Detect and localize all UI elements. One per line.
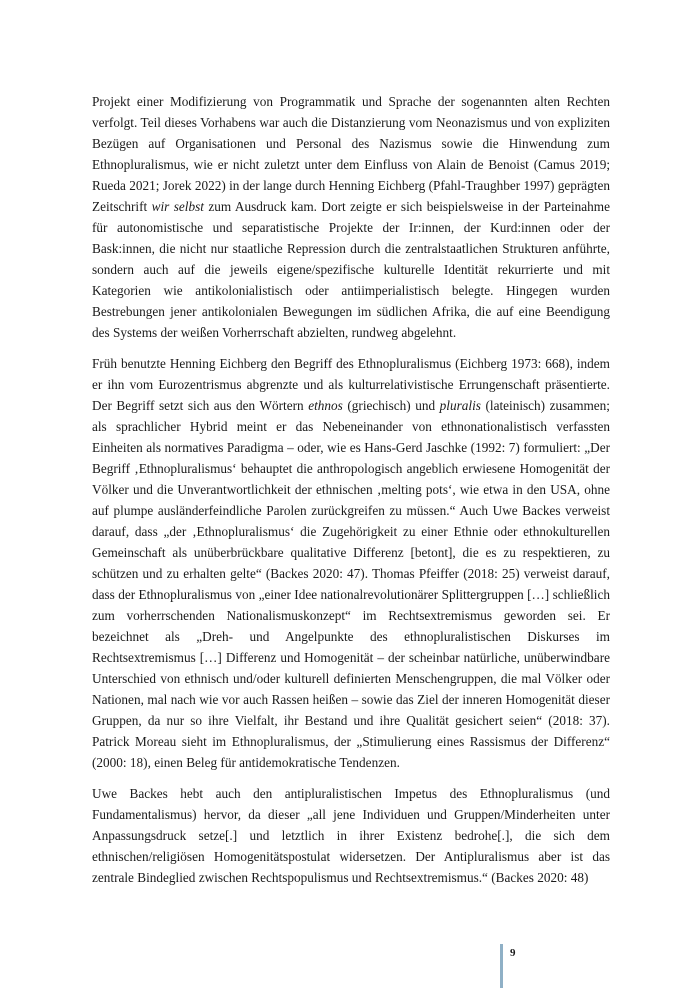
page-number: 9 [510,947,516,959]
paragraph-text: Projekt einer Modifizierung von Programmatik und Sprache der sogenannten alten Rechten verfolgt. Teil dieses Vorhabens war auch die Distanzierung vom Neonazismus und von expliziten Bezügen auf Organisationen und Personal des Nazismus sowie die Hinwendung zum Ethnopluralismus, wie er nicht zuletzt unter dem Einfluss von Alain de Benoist (Camus 2019; Rueda 2021; Jorek 2022) in der lange durch Henning Eichberg (Pfahl-Traughber 1997) geprägten Zeitschrift [92,94,610,214]
italic-title: wir selbst [151,199,204,214]
paragraph-text: (griechisch) und [342,398,440,413]
italic-term: ethnos [308,398,343,413]
italic-term: pluralis [439,398,481,413]
paragraph-text: (lateinisch) zusammen; als sprachlicher Hybrid meint er das Nebeneinander von ethnonationalistisch verfassten Einheiten als normatives Paradigma – oder, wie es Hans-Gerd Jaschke (1992: 7) formuliert: „Der Begriff ‚Ethnopluralismus‘ behauptet die anthropologisch angeblich erwiesene Homogenität der Völker und die Unverantwortlichkeit der ethnischen ‚melting pots‘, wie etwa in den USA, ohne auf plumpe ausländerfeindliche Parolen zurückgreifen zu müssen.“ Auch Uwe Backes verweist darauf, dass „der ‚Ethnopluralismus‘ die Zugehörigkeit zu einer Ethnie oder ethnokulturellen Gemeinschaft als unüberbrückbare qualitative Differenz [betont], die es zu respektieren, zu schützen und zu erhalten gelte“ (Backes 2020: 47). Thomas Pfeiffer (2018: 25) verweist darauf, dass der Ethnopluralismus von „einer Idee nationalrevolutionärer Splittergruppen […] schließlich zum vorherrschenden Nationalismuskonzept“ im Rechtsextremismus geworden sei. Er bezeichnet als „Dreh- und Angelpunkte des ethnopluralistischen Diskurses im Rechtsextremismus […] Differenz und Homogenität – der scheinbar natürliche, unüberwindbare Unterschied von ethnisch und/oder kulturell definierten Menschengruppen, die mal Völker oder Nationen, mal nach wie vor auch Rassen heißen – sowie das Ziel der inneren Homogenität dieser Gruppen, da nur so ihre Vielfalt, ihr Bestand und ihre Qualität gesichert seien“ (2018: 37). Patrick Moreau sieht im Ethnopluralismus, der „Stimulierung eines Rassismus der Differenz“ (2000: 18), einen Beleg für antidemokratische Tendenzen. [92,398,610,770]
paragraph-1 [92,91,610,343]
page-body [92,91,610,898]
paragraph-2 [92,353,610,773]
paragraph-3 [92,783,610,888]
paragraph-text: Uwe Backes hebt auch den antipluralistischen Impetus des Ethnopluralismus (und Fundamentalismus) hervor, da dieser „all jene Individuen und Gruppen/Minderheiten unter Anpassungsdruck setze[.] und letztlich in ihrer Existenz bedrohe[.], die sich dem ethnischen/religiösen Homogenitätspostulat widersetzen. Der Antipluralismus aber ist das zentrale Bindeglied zwischen Rechtspopulismus und Rechtsextremismus.“ (Backes 2020: 48) [92,786,610,885]
paragraph-text: zum Ausdruck kam. Dort zeigte er sich beispielsweise in der Parteinahme für autonomistische und separatistische Projekte der Ir:innen, der Kurd:innen oder der Bask:innen, die nicht nur staatliche Repression durch die zentralstaatlichen Strukturen anführte, sondern auch auf die jeweils eigene/spezifische kulturelle Identität rekurrierte und mit Kategorien wie antikolonialistisch oder antiimperialistisch belegte. Hingegen wurden Bestrebungen jener antikolonialen Bewegungen im südlichen Afrika, die auf eine Beendigung des Systems der weißen Vorherrschaft abzielten, rundweg abgelehnt. [92,199,610,340]
footer-accent-bar [500,944,503,988]
page-footer [500,944,516,988]
paragraph-text: Früh benutzte Henning Eichberg den Begriff des Ethnopluralismus (Eichberg 1973: 668), indem er ihn vom Eurozentrismus abgrenzte und als kulturrelativistische Errungenschaft präsentierte. Der Begriff setzt sich aus den Wörtern [92,356,610,413]
